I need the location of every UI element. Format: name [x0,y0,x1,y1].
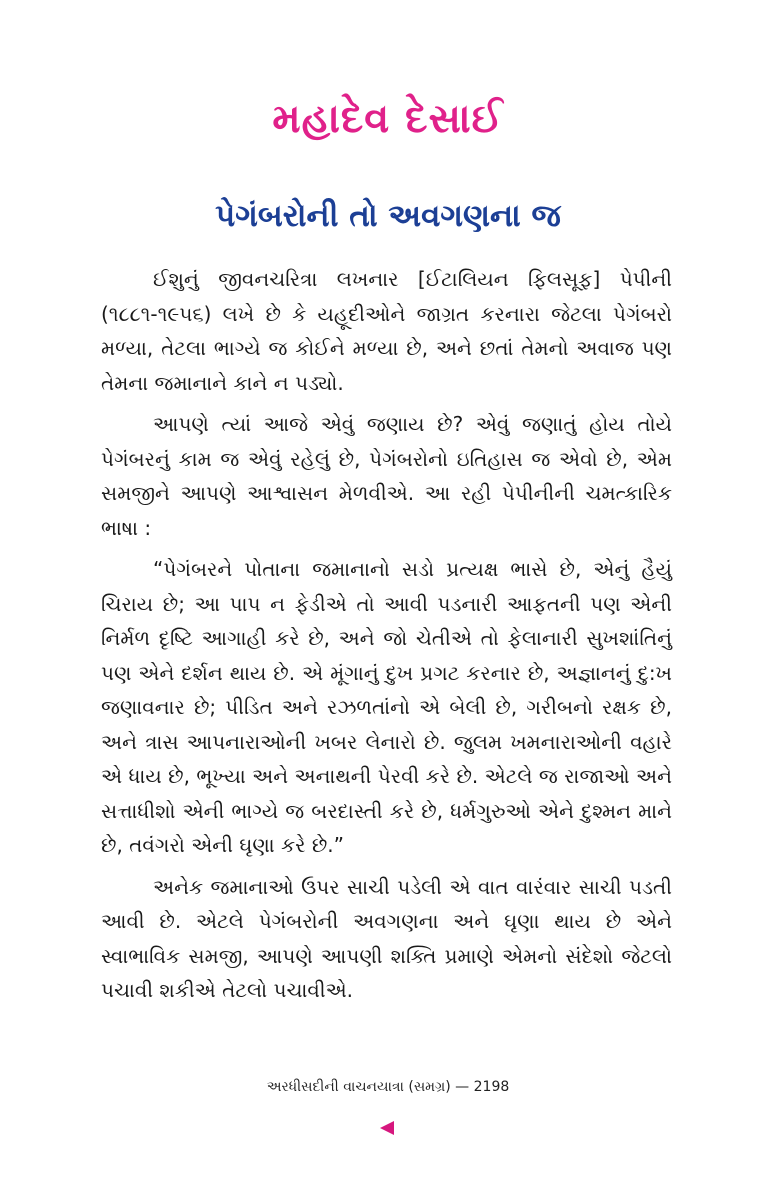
article-body [101,262,672,1015]
previous-page-arrow-icon[interactable] [380,1121,394,1135]
paragraph-4: અનેક જમાનાઓ ઉપર સાચી પડેલી એ વાત વારંવાર સાચી પડતી આવી છે. એટલે પેગંબરોની અવગણના અને ઘૃણા થાય છે એને સ્વાભાવિક સમજી, આપણે આપણી શક્તિ પ્રમાણે એમનો સંદેશો જેટલો પચાવી શકીએ તેટલો પચાવીએ. [101,874,672,1002]
paragraph-2: આપણે ત્યાં આજે એવું જણાય છે? એવું જણાતું હોય તોયે પેગંબરનું કામ જ એવું રહેલું છે, પેગંબરોનો ઇતિહાસ જ એવો છે, એમ સમજીને આપણે આશ્વાસન મેળવીએ. આ રહી પેપીનીની ચમત્કારિક ભાષા : [101,412,672,540]
page-footer: અરધીસદીની વાચનયાત્રા (સમગ્ર) — 2198 [266,1079,510,1095]
author-name: મહાદેવ દેસાઈ [272,96,504,142]
article-title: પેગંબરોની તો અવગણના જ [215,198,561,234]
paragraph-3-quote: “પેગંબરને પોતાના જમાનાનો સડો પ્રત્યક્ષ ભાસે છે, એનું હૈયું ચિરાય છે; આ પાપ ન ફેડીએ તો આવી પડનારી આફતની પણ એની નિર્મળ દૃષ્ટિ આગાહી કરે છે, અને જો ચેતીએ તો ફેલાનારી સુખશાંતિનું પણ એને દર્શન થાય છે. એ મૂંગાનું દુખ પ્રગટ કરનાર છે, અજ્ઞાનનું દુ:ખ જણાવનાર છે; પીડિત અને રઝળતાંનો એ બેલી છે, ગરીબનો રક્ષક છે, અને ત્રાસ આપનારાઓની ખબર લેનારો છે. જુલમ ખમનારાઓની વહારે એ ધાય છે, ભૂખ્યા અને અનાથની પેરવી કરે છે. એટલે જ રાજાઓ અને સત્તાધીશો એની ભાગ્યે જ બરદાસ્તી કરે છે, ધર્મગુરુઓ એને દુશ્મન માને છે, તવંગરો એની ઘૃણા કરે છે.” [101,557,672,857]
paragraph-1: ઈશુનું જીવનચરિત્રા લખનાર [ઈટાલિયન ફિલસૂફ] પેપીની (૧૮૮૧-૧૯૫૬) લખે છે કે યહૂદીઓને જાગ્રત કરનારા જેટલા પેગંબરો મળ્યા, તેટલા ભાગ્યે જ કોઈને મળ્યા છે, અને છતાં તેમનો અવાજ પણ તેમના જમાનાને કાને ન પડ્યો. [101,267,672,395]
